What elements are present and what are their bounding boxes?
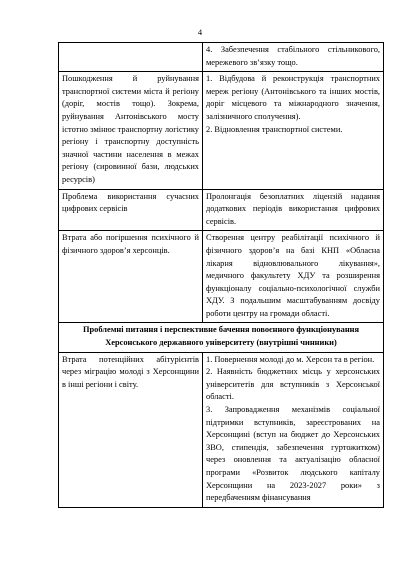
table-row <box>59 189 384 231</box>
measures-cell <box>203 189 384 231</box>
problems-table <box>58 42 384 508</box>
measure-item: 3. Запровадження механізмів соціальної підтримки вступників, зареєстрованих на Херсонщині (вступ на бюджет до Херсонських ЗВО, стипендія, забезпечення гуртожитком) через оновлення та актуалізацію обласної програми «Розвиток людського капіталу Херсонщини на 2023-2027 роки» з передбаченням фінансування <box>206 405 380 503</box>
section-heading-row <box>59 323 384 352</box>
problem-cell <box>59 43 203 72</box>
measure-item: 2. Відновлення транспортної системи. <box>206 124 343 134</box>
table-row <box>59 43 384 72</box>
measures-cell <box>203 231 384 323</box>
table-row <box>59 231 384 323</box>
measure-item: 2. Наявність бюджетних місць у херсонських університетів для вступників з Херсонської області. <box>206 367 380 402</box>
section-heading: Проблемні питання і перспективне бачення повоєнного функціонування Херсонського державного університету (внутрішні чинники) <box>59 323 384 352</box>
measures-cell <box>203 43 384 72</box>
problem-cell: Втрата або погіршення психічного й фізичного здоров’я херсонців. <box>59 231 203 323</box>
measure-item: Пролонгація безоплатних ліцензій надання додаткових періодів використання цифрових сервісів. <box>206 191 380 226</box>
problem-cell: Пошкодження й руйнування транспортної системи міста й регіону (доріг, мостів тощо). Зокрема, руйнування Антонівського мосту істотно змінює транспортну логістику регіону і транспортну доступність значної частини населення в межах регіону (сировинної бази, людських ресурсів) <box>59 72 203 189</box>
page-number: 4 <box>197 27 203 37</box>
problem-cell: Проблема використання сучасних цифрових сервісів <box>59 189 203 231</box>
problem-cell: Втрата потенційних абітурієнтів через міграцію молоді з Херсонщини в інші регіони і світу. <box>59 352 203 507</box>
measure-item: 1. Повернення молоді до м. Херсон та в регіон. <box>206 354 375 364</box>
table-row <box>59 352 384 507</box>
measures-cell <box>203 72 384 189</box>
measure-item: Створення центру реабілітації психічного й фізичного здоров’я на базі КНП «Обласна лікарня відновлювального лікування», медичного факультету ХДУ та розширення функціоналу соціально-психологічної служби ХДУ. З подальшим масштабуванням досвіду роботи центру на громади області. <box>206 233 380 318</box>
measure-item: 1. Відбудова й реконструкція транспортних мереж регіону (Антонівського та інших мостів, доріг місцевого та міжнародного значення, залізничного сполучення). <box>206 74 380 121</box>
measure-item: 4. Забезпечення стабільного стільникового, мережевого зв’язку тощо. <box>206 45 380 67</box>
measures-cell <box>203 352 384 507</box>
table-row <box>59 72 384 189</box>
